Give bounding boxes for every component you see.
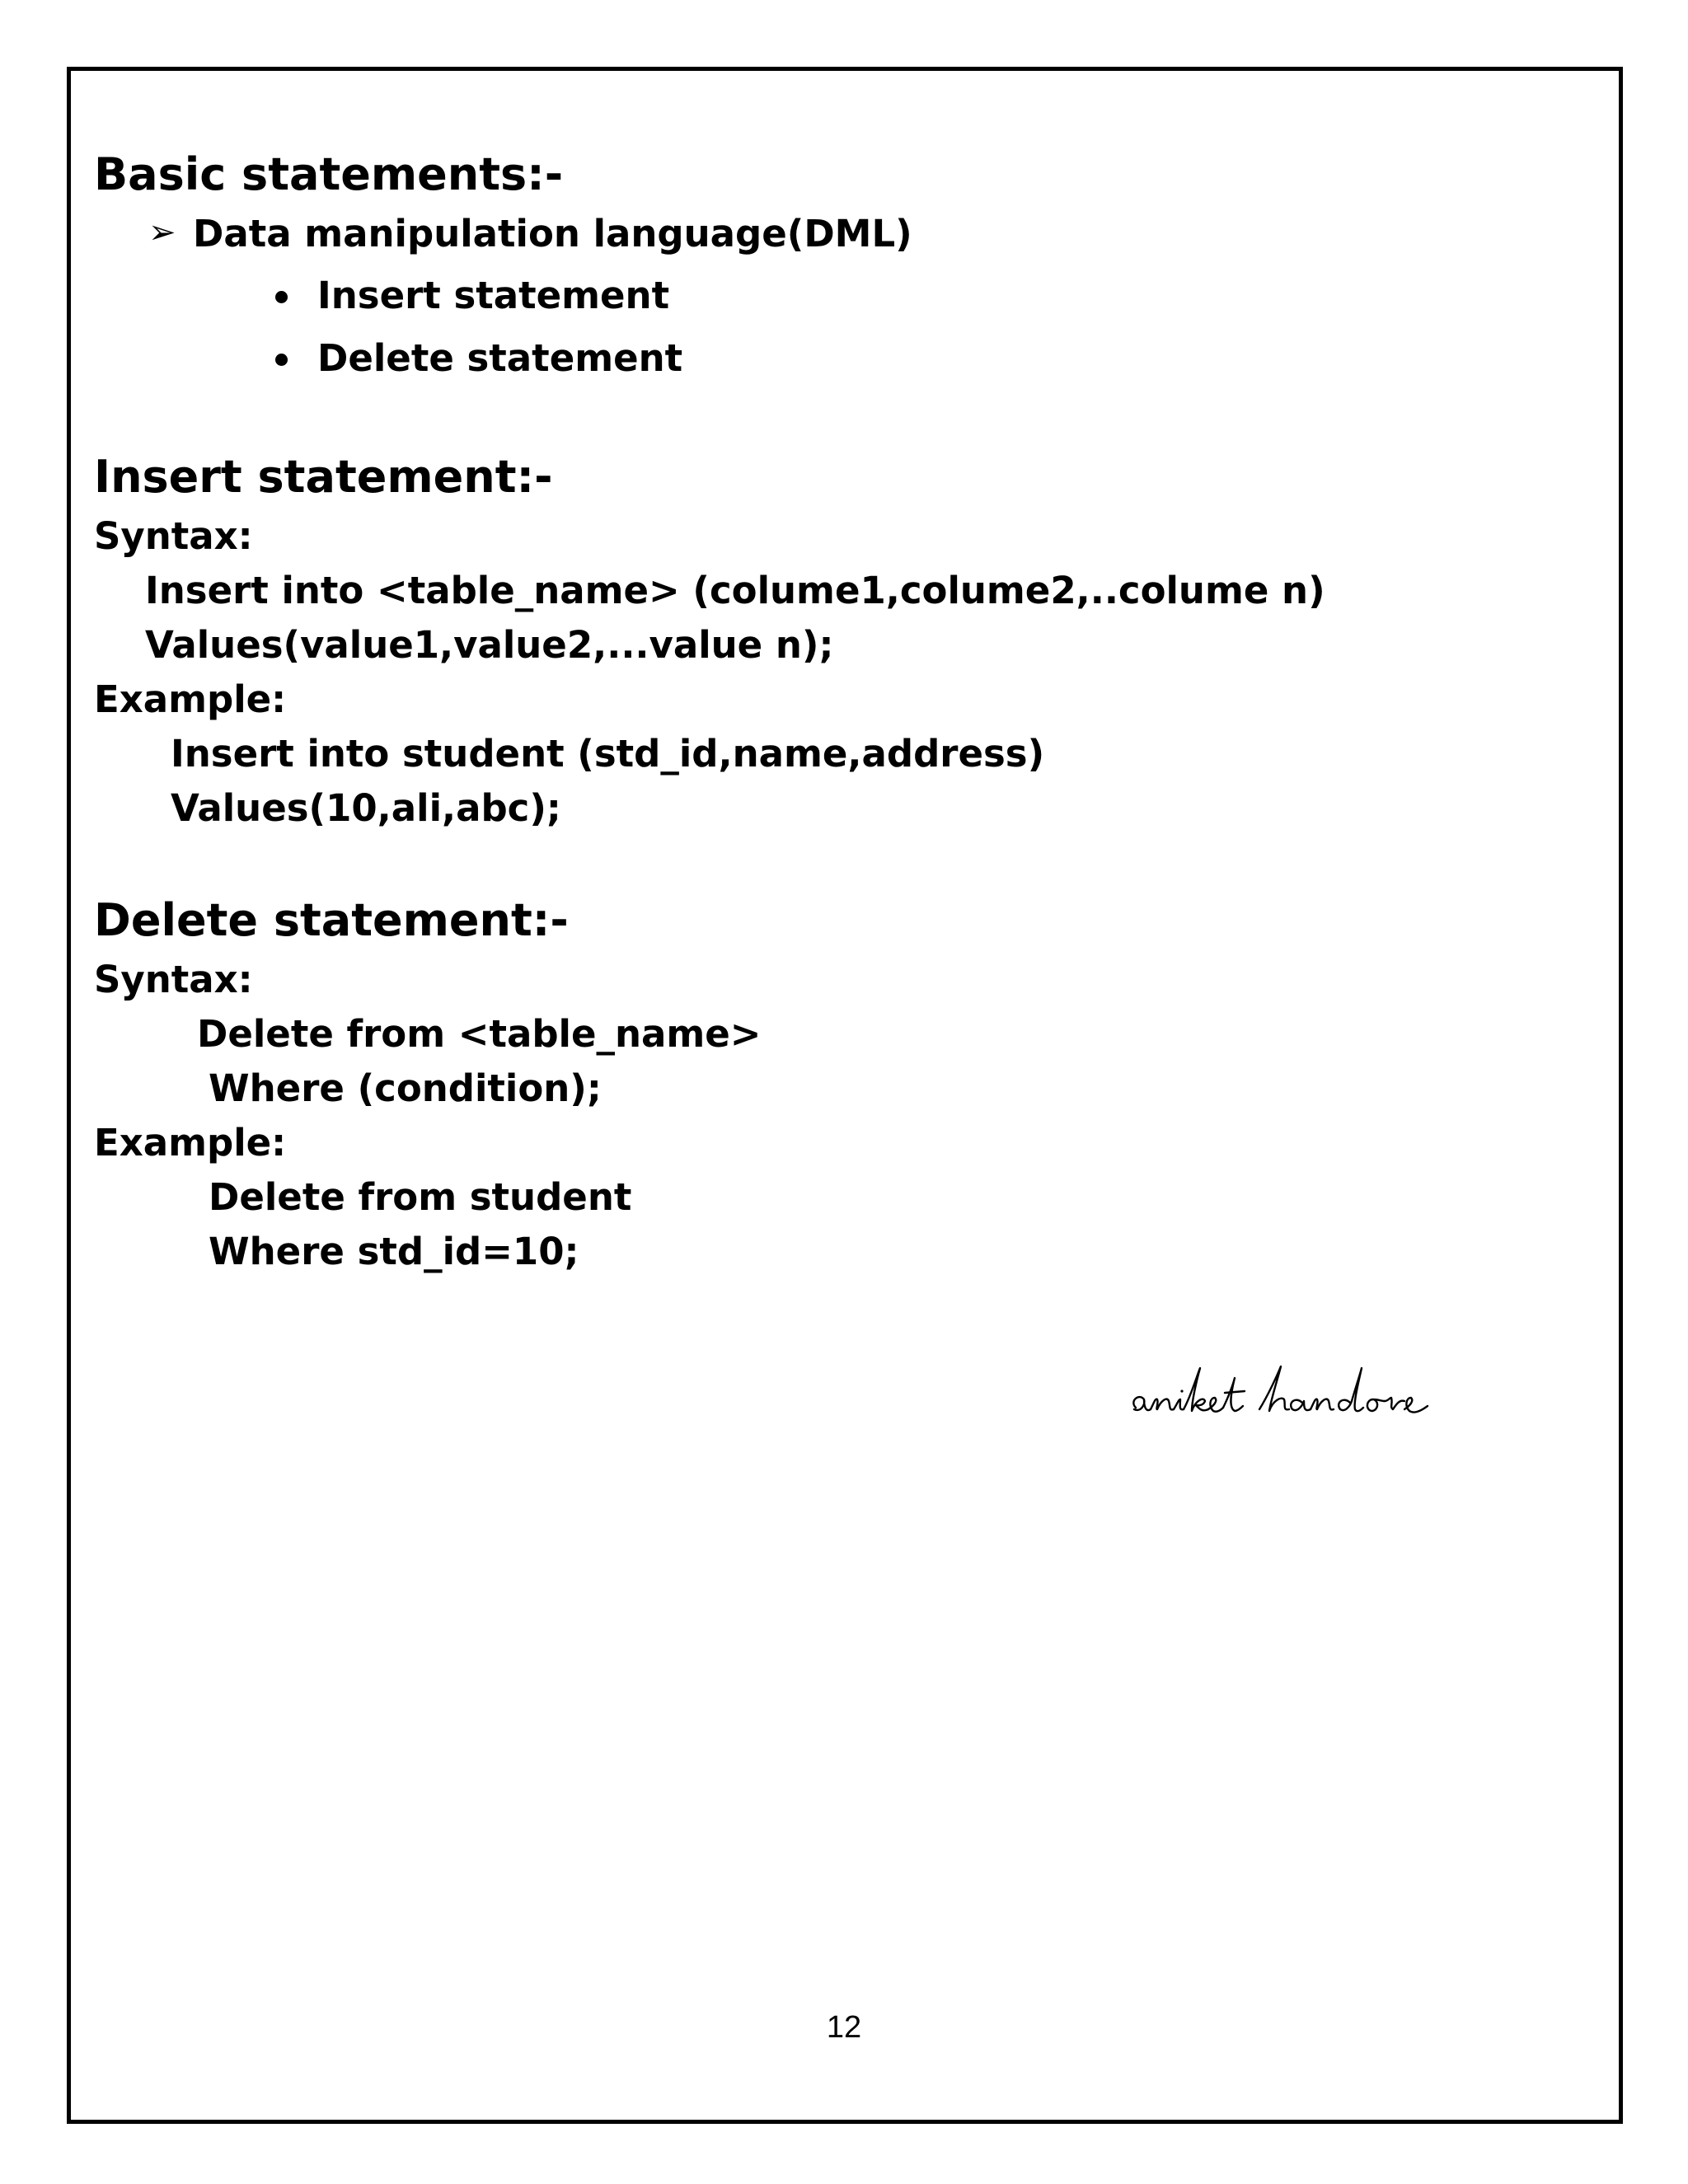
list-item-delete: Delete statement [317,336,683,380]
delete-example-label: Example: [94,1121,287,1165]
round-bullet-icon [275,354,288,366]
delete-syntax-label: Syntax: [94,958,253,1001]
insert-example-line-1: Insert into student (std_id,name,address) [171,732,1045,776]
dml-subheading: Data manipulation language(DML) [193,212,912,255]
insert-statement-heading: Insert statement:- [94,451,553,503]
basic-statements-heading: Basic statements:- [94,148,564,200]
insert-syntax-label: Syntax: [94,514,253,558]
insert-syntax-line-1: Insert into <table_name> (colume1,colume2,..colume n) [145,569,1325,612]
delete-example-line-1: Delete from student [209,1175,632,1219]
delete-syntax-line-2: Where (condition); [209,1066,602,1110]
signature [1121,1360,1467,1434]
insert-syntax-line-2: Values(value1,value2,...value n); [145,623,834,667]
insert-example-line-2: Values(10,ali,abc); [171,786,561,830]
delete-example-line-2: Where std_id=10; [209,1230,579,1273]
list-item-insert: Insert statement [317,274,670,317]
delete-statement-heading: Delete statement:- [94,894,569,946]
insert-example-label: Example: [94,677,287,721]
arrow-bullet-icon: ➢ [148,213,176,251]
round-bullet-icon [275,291,288,303]
delete-syntax-line-1: Delete from <table_name> [197,1012,762,1056]
page-number: 12 [826,2010,862,2045]
